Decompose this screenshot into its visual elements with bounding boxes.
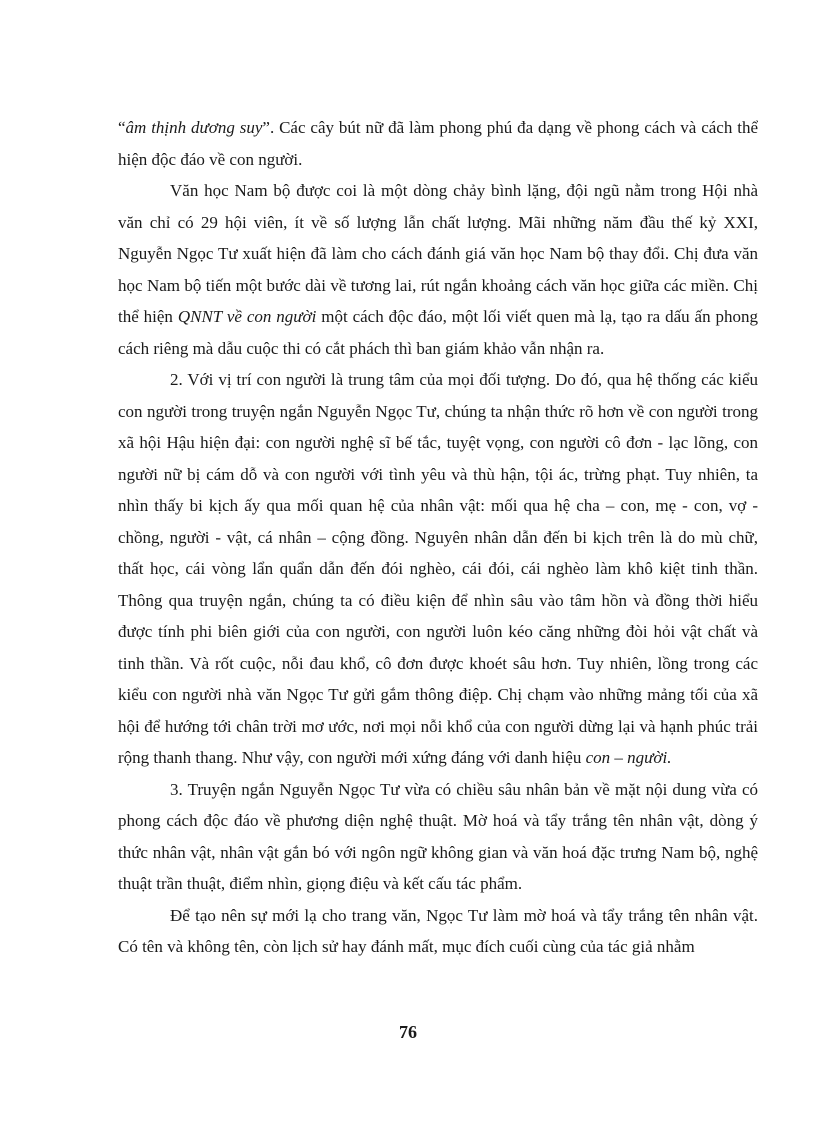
paragraph-3-text-a: 2. Với vị trí con người là trung tâm của mọi đối tượng. Do đó, qua hệ thống các kiểu con người trong truyện ngắn Nguyễn Ngọc Tư, chúng ta nhận thức rõ hơn về con người trong xã hội Hậu hiện đại: con người nghệ sĩ bế tắc, tuyệt vọng, con người cô đơn - lạc lõng, con người nữ bị cám dỗ và con người với tình yêu và thù hận, tội ác, trừng phạt. Tuy nhiên, ta nhìn thấy bi kịch ấy qua mối quan hệ của nhân vật: mối qua hệ cha – con, mẹ - con, vợ - chồng, người - vật, cá nhân – cộng đồng. Nguyên nhân dẫn đến bi kịch trên là do mù chữ, thất học, cái vòng lẩn quẩn dẫn đến đói nghèo, cái đói, cái nghèo làm khô kiệt tinh thần. Thông qua truyện ngắn, chúng ta có điều kiện để nhìn sâu vào tâm hồn và đồng thời hiểu được tính phi biên giới của con người, con người luôn kéo căng những đòi hỏi vật chất và tinh thần. Và rốt cuộc, nỗi đau khổ, cô đơn được khoét sâu hơn. Tuy nhiên, lồng trong các kiểu con người nhà văn Ngọc Tư gửi gắm thông điệp. Chị chạm vào những mảng tối của xã hội để hướng tới chân trời mơ ước, nơi mọi nỗi khổ của con người dừng lại và hạnh phúc trải rộng thanh thang. Như vậy, con người mới xứng đáng với danh hiệu	[118, 370, 758, 767]
italic-quote: âm thịnh dương suy	[125, 118, 263, 137]
paragraph-2-italic: QNNT về con người	[177, 307, 317, 326]
document-page	[118, 112, 758, 963]
paragraph-2	[118, 175, 758, 364]
quote-close: ”	[262, 118, 270, 137]
quote-open: “	[118, 118, 126, 137]
paragraph-4: 3. Truyện ngắn Nguyễn Ngọc Tư vừa có chiều sâu nhân bản về mặt nội dung vừa có phong cách độc đáo về phương diện nghệ thuật. Mờ hoá và tẩy trắng tên nhân vật, dòng ý thức nhân vật, nhân vật gắn bó với ngôn ngữ không gian và văn hoá đặc trưng Nam bộ, nghệ thuật trần thuật, điểm nhìn, giọng điệu và kết cấu tác phẩm.	[118, 779, 758, 893]
paragraph-2-text-b: một cách độc đáo, một lối viết quen mà lạ, tạo ra dấu ấn phong cách riêng mà dẫu cuộc thi có cắt phách thì ban giám khảo vẫn nhận ra.	[118, 307, 758, 358]
paragraph-1-text: . Các cây bút nữ đã làm phong phú đa dạng về phong cách và cách thể hiện độc đáo về con người.	[118, 118, 759, 169]
paragraph-2-text-a: Văn học Nam bộ được coi là một dòng chảy bình lặng, đội ngũ nằm trong Hội nhà văn chỉ có 29 hội viên, ít về số lượng lẫn chất lượng. Mãi những năm đầu thế kỷ XXI, Nguyễn Ngọc Tư xuất hiện đã làm cho cách đánh giá văn học Nam bộ thay đổi. Chị đưa văn học Nam bộ tiến một bước dài về tương lai, rút ngắn khoảng cách văn học giữa các miền. Chị thể hiện	[118, 181, 758, 326]
paragraph-5: Để tạo nên sự mới lạ cho trang văn, Ngọc Tư làm mờ hoá và tẩy trắng tên nhân vật. Có tên và không tên, còn lịch sử hay đánh mất, mục đích cuối cùng của tác giả nhằm	[118, 905, 758, 956]
page-number: 76	[399, 1022, 417, 1042]
paragraph-1	[118, 112, 758, 175]
paragraph-3	[118, 364, 758, 774]
paragraph-3-italic: con – người.	[585, 748, 672, 767]
